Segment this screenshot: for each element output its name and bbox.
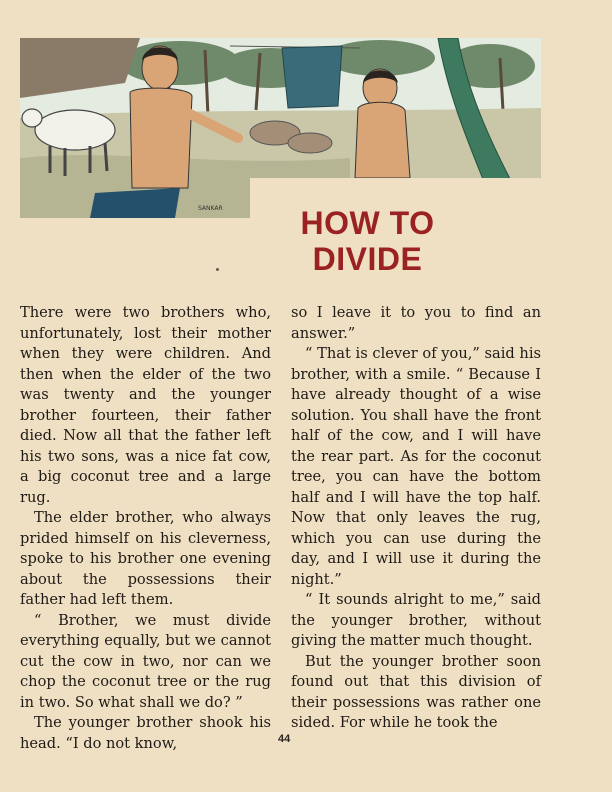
left-paragraph-4: The younger brother shook his head. “I do not know, xyxy=(20,714,271,752)
page-number: 44 xyxy=(278,733,291,745)
title-line-2: DIVIDE xyxy=(312,241,423,277)
right-paragraph-4: But the younger brother soon found out that this division of their possessions was rather one sided. For while he took the xyxy=(291,652,541,731)
story-illustration xyxy=(20,38,541,218)
right-paragraph-3: “ It sounds alright to me,” said the younger brother, without giving the matter much thought. xyxy=(291,591,541,649)
right-paragraph-2: “ That is clever of you,” said his brother, with a smile. “ Because I have already thought of a wise solution. You shall have the front half of the cow, and I will have the rear part. As for the coconut tree, you can have the bottom half and I will have the top half. Now that only leaves the rug, which you can use during the day, and I will use it during the night.” xyxy=(291,345,541,588)
left-paragraph-1: There were two brothers who, unfortunately, lost their mother when they were children. And then when the elder of the two was twenty and the younger brother fourteen, their father died. Now all that the father left his two sons, was a nice fat cow, a big coconut tree and a large rug. xyxy=(20,304,271,506)
left-column xyxy=(20,303,271,754)
left-paragraph-3: “ Brother, we must divide everything equally, but we cannot cut the cow in two, nor can we chop the coconut tree or the rug in two. So what shall we do? ” xyxy=(20,611,271,711)
decorative-dot xyxy=(216,268,219,271)
illustration-signature: SANKAR xyxy=(198,205,223,212)
story-title xyxy=(250,205,485,277)
right-column xyxy=(291,303,541,734)
left-paragraph-2: The elder brother, who always prided himself on his cleverness, spoke to his brother one evening about the possessions their father had left them. xyxy=(20,509,271,608)
title-line-1: HOW TO xyxy=(300,205,435,241)
right-paragraph-1: so I leave it to you to find an answer.” xyxy=(291,304,541,342)
